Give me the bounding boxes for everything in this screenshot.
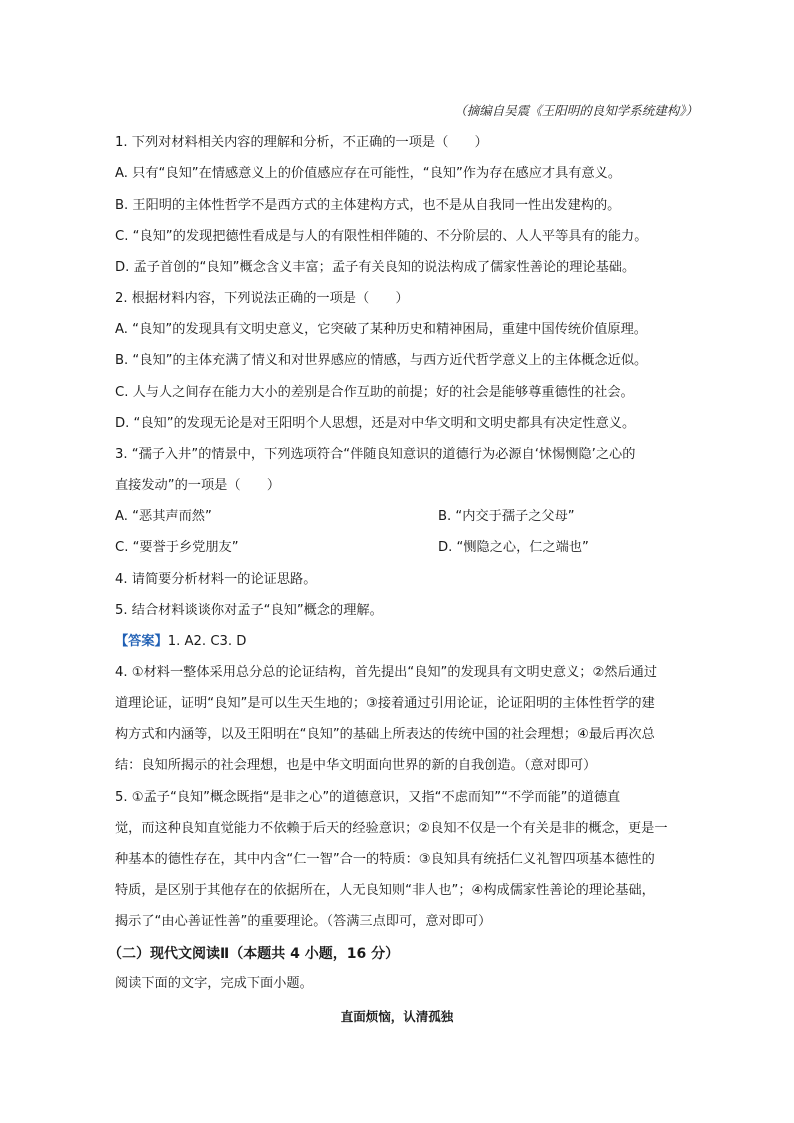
question-1-option-d: D. 孟子首创的“良知”概念含义丰富；孟子有关良知的说法构成了儒家性善论的理论基础。	[115, 260, 636, 275]
answer-choices: 1. A2. C3. D	[167, 634, 247, 649]
question-2-option-a: A. “良知”的发现具有文明史意义，它突破了某种历史和精神困局，重建中国传统价值原理。	[115, 322, 647, 337]
question-3-option-c: C. “要誉于乡党朋友”	[115, 540, 239, 555]
question-2-stem: 2. 根据材料内容，下列说法正确的一项是（ ）	[115, 291, 409, 306]
answer-4-line-2: 道理论证，证明“良知”是可以生天生地的；③接着通过引用论证，论证阳明的主体性哲学的建	[115, 696, 655, 711]
section-2-title: （二）现代文阅读Ⅱ（本题共 4 小题，16 分）	[108, 946, 400, 962]
question-5: 5. 结合材料谈谈你对孟子“良知”概念的理解。	[115, 603, 383, 618]
question-3-stem-line-1: 3. “孺子入井”的情景中，下列选项符合“伴随良知意识的道德行为必源自‘怵惕恻隐’之心的	[115, 447, 636, 462]
answer-4-line-4: 结：良知所揭示的社会理想，也是中华文明面向世界的新的自我创造。（意对即可）	[115, 758, 597, 773]
question-1-option-a: A. 只有“良知”在情感意义上的价值感应存在可能性，“良知”作为存在感应才具有意义。	[115, 166, 622, 181]
question-4: 4. 请简要分析材料一的论证思路。	[115, 572, 317, 587]
question-1-option-b: B. 王阳明的主体性哲学不是西方式的主体建构方式，也不是从自我同一性出发建构的。	[115, 198, 621, 213]
question-2-option-d: D. “良知”的发现无论是对王阳明个人思想，还是对中华文明和文明史都具有决定性意义。	[115, 416, 636, 431]
answer-tag: 【答案】	[115, 634, 168, 649]
question-3-option-b: B. “内交于孺子之父母”	[438, 509, 575, 524]
answer-4-line-3: 构方式和内涵等，以及王阳明在“良知”的基础上所表达的传统中国的社会理想；④最后再次总	[115, 727, 655, 742]
answer-4-line-1: 4. ①材料一整体采用总分总的论证结构，首先提出“良知”的发现具有文明史意义；②然后通过	[115, 665, 658, 680]
question-2-option-b: B. “良知”的主体充满了情义和对世界感应的情感，与西方近代哲学意义上的主体概念近似。	[115, 353, 648, 368]
source-citation: （摘编自吴震《王阳明的良知学系统建构》）	[454, 103, 698, 118]
question-3-stem-line-2: 直接发动”的一项是（ ）	[115, 478, 281, 493]
reading-instruction: 阅读下面的文字，完成下面小题。	[115, 976, 313, 991]
answer-5-line-2: 觉，而这种良知直觉能力不依赖于后天的经验意识；②良知不仅是一个有关是非的概念，更是一	[115, 821, 668, 836]
answer-5-line-5: 揭示了“由心善证性善”的重要理论。（答满三点即可，意对即可）	[115, 914, 492, 929]
question-2-option-c: C. 人与人之间存在能力大小的差别是合作互助的前提；好的社会是能够尊重德性的社会。	[115, 385, 634, 400]
answer-line	[115, 632, 705, 652]
essay-title: 直面烦恼，认清孤独	[340, 1009, 454, 1024]
question-3-option-d: D. “恻隐之心，仁之端也”	[438, 540, 589, 555]
question-1-stem: 1. 下列对材料相关内容的理解和分析，不正确的一项是（ ）	[115, 135, 488, 150]
question-3-option-a: A. “恶其声而然”	[115, 509, 212, 524]
answer-5-line-4: 特质，是区别于其他存在的依据所在，人无良知则“非人也”；④构成儒家性善论的理论基础，	[115, 883, 655, 898]
answer-5-line-1: 5. ①孟子“良知”概念既指“是非之心”的道德意识，又指“不虑而知”“不学而能”的道德直	[115, 790, 621, 805]
answer-5-line-3: 种基本的德性存在，其中内含“仁一智”合一的特质：③良知具有统括仁义礼智四项基本德性的	[115, 852, 655, 867]
question-1-option-c: C. “良知”的发现把德性看成是与人的有限性相伴随的、不分阶层的、人人平等具有的能力。	[115, 229, 648, 244]
